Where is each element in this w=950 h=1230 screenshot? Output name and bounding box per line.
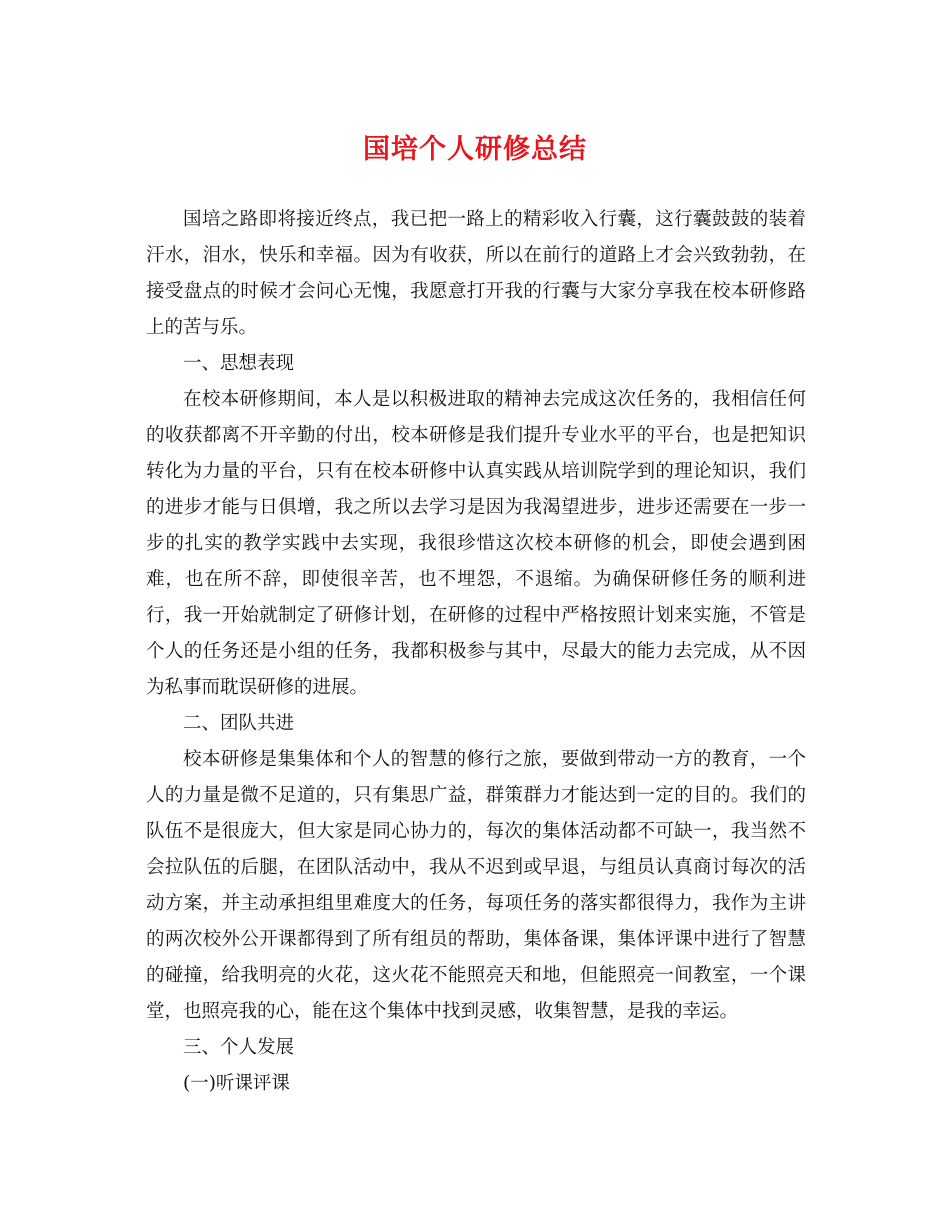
section-heading-thought: 一、思想表现	[183, 353, 295, 374]
section-heading-team: 二、团队共进	[183, 713, 295, 734]
document-title: 国培个人研修总结	[363, 134, 587, 165]
section-paragraph-thought: 在校本研修期间，本人是以积极进取的精神去完成这次任务的，我相信任何的收获都离不开辛勤的付出，校本研修是我们提升专业水平的平台，也是把知识转化为力量的平台，只有在校本研修中认真实践从培训院学到的理论知识，我们的进步才能与日俱增，我之所以去学习是因为我渴望进步，进步还需要在一步一步的扎实的教学实践中去实现，我很珍惜这次校本研修的机会，即使会遇到困难，也在所不辞，即使很辛苦，也不埋怨，不退缩。为确保研修任务的顺利进行，我一开始就制定了研修计划，在研修的过程中严格按照计划来实施，不管是个人的任务还是小组的任务，我都积极参与其中，尽最大的能力去完成，从不因为私事而耽误研修的进展。	[146, 389, 806, 698]
section-paragraph-team: 校本研修是集集体和个人的智慧的修行之旅，要做到带动一方的教育，一个人的力量是微不足道的，只有集思广益，群策群力才能达到一定的目的。我们的队伍不是很庞大，但大家是同心协力的，每次的集体活动都不可缺一，我当然不会拉队伍的后腿，在团队活动中，我从不迟到或早退，与组员认真商讨每次的活动方案，并主动承担组里难度大的任务，每项任务的落实都很得力，我作为主讲的两次校外公开课都得到了所有组员的帮助，集体备课，集体评课中进行了智慧的碰撞，给我明亮的火花，这火花不能照亮天和地，但能照亮一间教室，一个课堂，也照亮我的心，能在这个集体中找到灵感，收集智慧，是我的幸运。	[146, 749, 806, 1022]
document-body	[146, 202, 806, 1102]
subsection-heading-lesson-review: (一)听课评课	[183, 1073, 290, 1094]
intro-paragraph: 国培之路即将接近终点，我已把一路上的精彩收入行囊，这行囊鼓鼓的装着汗水，泪水，快乐和幸福。因为有收获，所以在前行的道路上才会兴致勃勃，在接受盘点的时候才会问心无愧，我愿意打开我的行囊与大家分享我在校本研修路上的苦与乐。	[146, 209, 806, 338]
section-heading-personal: 三、个人发展	[183, 1037, 295, 1058]
